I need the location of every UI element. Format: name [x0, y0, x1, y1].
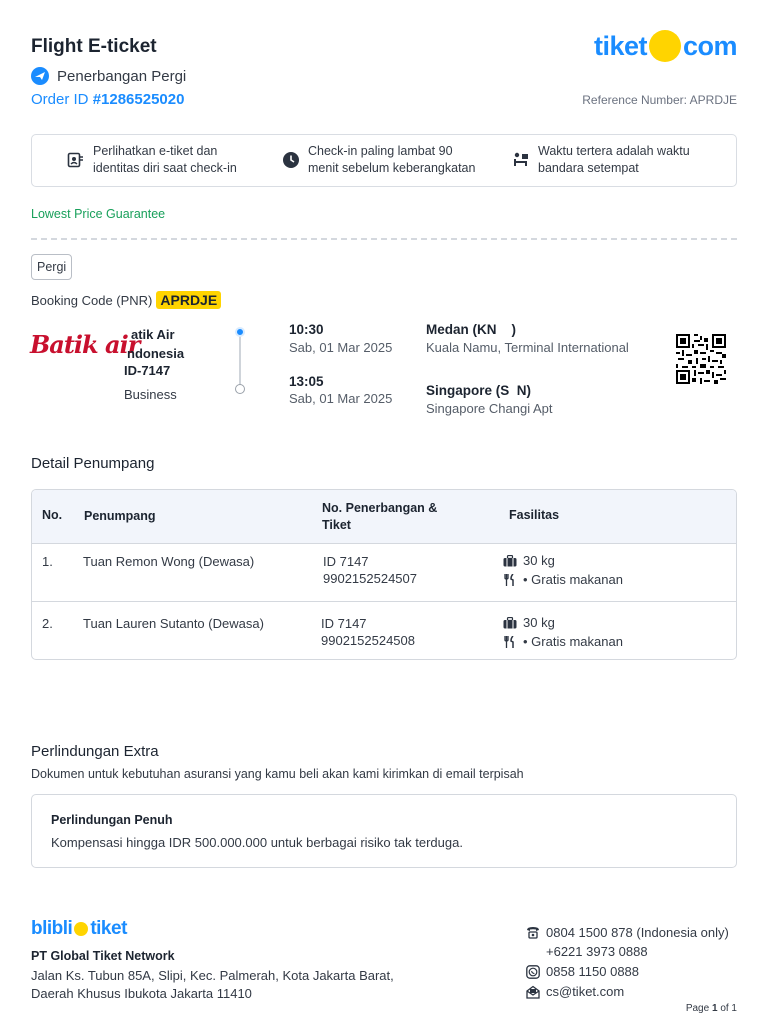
departure-time: 10:30 [289, 322, 324, 337]
dashed-divider [31, 238, 737, 240]
arrival-dot [235, 384, 245, 394]
row1-ticket: 9902152524507 [323, 571, 417, 586]
email-icon [526, 985, 540, 999]
row2-no: 2. [42, 616, 53, 631]
col-ticket-2: Tiket [322, 518, 351, 532]
tiket-logo: tiket com [594, 30, 738, 61]
whatsapp: 0858 1150 0888 [526, 964, 639, 979]
arrival-airport: Singapore Changi Apt [426, 401, 553, 416]
departure-airport: Kuala Namu, Terminal International [426, 340, 629, 355]
cabin-class: Business [124, 387, 177, 402]
row2-passenger: Tuan Lauren Sutanto (Dewasa) [83, 616, 264, 631]
arrival-city: Singapore (S N) [426, 383, 532, 398]
info-item-id: Perlihatkan e-tiket dan identitas diri saat check-in [67, 143, 237, 177]
col-facility: Fasilitas [509, 508, 560, 522]
row1-no: 1. [42, 554, 53, 569]
order-id: Order ID #1286525020 [31, 91, 185, 108]
table-header [32, 490, 736, 544]
departure-city: Medan (KN ) [426, 322, 516, 337]
blibli-tiket-logo: blibli tiket [31, 918, 127, 939]
checkin-info-box [31, 134, 737, 187]
phone-2: +6221 3973 0888 [546, 944, 648, 959]
protection-subtitle: Dokumen untuk kebutuhan asuransi yang kamu beli akan kami kirimkan di email terpisah [31, 767, 524, 781]
cutlery-icon [503, 574, 517, 586]
lowest-price-guarantee: Lowest Price Guarantee [31, 207, 166, 221]
col-ticket-1: No. Penerbangan & [322, 501, 438, 515]
row1-meal: • Gratis makanan [503, 572, 623, 587]
row2-baggage: 30 kg [503, 615, 555, 630]
protection-card [31, 794, 737, 868]
plane-icon [31, 67, 49, 85]
route-line [239, 334, 241, 386]
airline-name-2: ndonesia [127, 346, 185, 361]
logo-dot-icon [649, 30, 681, 62]
row2-ticket: 9902152524508 [321, 633, 415, 648]
clock-icon [282, 151, 300, 169]
arrival-date: Sab, 01 Mar 2025 [289, 391, 393, 406]
departure-dot [235, 327, 245, 337]
protection-card-title: Perlindungan Penuh [51, 813, 173, 827]
company-name: PT Global Tiket Network [31, 949, 175, 963]
row1-baggage: 30 kg [503, 553, 555, 568]
reference-number: Reference Number: APRDJE [582, 93, 737, 107]
page-number: Page 1 of 1 [685, 1003, 737, 1014]
info-item-checkin: Check-in paling lambat 90 menit sebelum keberangkatan [282, 143, 475, 177]
col-passenger: Penumpang [84, 509, 156, 523]
direction-badge: Pergi [31, 254, 72, 280]
arrival-time: 13:05 [289, 374, 324, 389]
flight-number: ID-7147 [124, 363, 171, 378]
logo-dot-icon [74, 922, 88, 936]
qr-code-icon [676, 334, 726, 384]
baggage-icon [503, 617, 517, 629]
batik-air-logo: Batik air [30, 330, 140, 359]
phone-icon [526, 926, 540, 939]
airport-icon [512, 151, 530, 169]
baggage-icon [503, 555, 517, 567]
email: cs@tiket.com [526, 984, 624, 999]
row2-meal: • Gratis makanan [503, 634, 623, 649]
page-title: Flight E-ticket [31, 36, 157, 57]
cutlery-icon [503, 636, 517, 648]
flight-direction-label: Penerbangan Pergi [57, 67, 187, 85]
phone-1: 0804 1500 878 (Indonesia only) [526, 925, 729, 940]
pnr-code: APRDJE [156, 291, 221, 309]
passenger-section-title: Detail Penumpang [31, 455, 155, 472]
departure-date: Sab, 01 Mar 2025 [289, 340, 393, 355]
address-line-1: Jalan Ks. Tubun 85A, Slipi, Kec. Palmerah, Kota Jakarta Barat, [31, 968, 394, 983]
row1-passenger: Tuan Remon Wong (Dewasa) [83, 554, 255, 569]
info-item-time: Waktu tertera adalah waktu bandara setempat [512, 143, 690, 177]
flight-direction [31, 67, 186, 85]
protection-card-desc: Kompensasi hingga IDR 500.000.000 untuk berbagai risiko tak terduga. [51, 835, 463, 850]
airline-name-1: atik Air [131, 327, 175, 342]
row1-flight: ID 7147 [323, 554, 369, 569]
address-line-2: Daerah Khusus Ibukota Jakarta 11410 [31, 986, 252, 1001]
booking-code: Booking Code (PNR) APRDJE [31, 291, 221, 309]
row-divider [32, 601, 736, 602]
col-no: No. [42, 508, 63, 522]
protection-title: Perlindungan Extra [31, 743, 159, 760]
row2-flight: ID 7147 [321, 616, 367, 631]
passenger-table [31, 489, 737, 660]
whatsapp-icon [526, 965, 540, 979]
id-card-icon [67, 151, 85, 169]
